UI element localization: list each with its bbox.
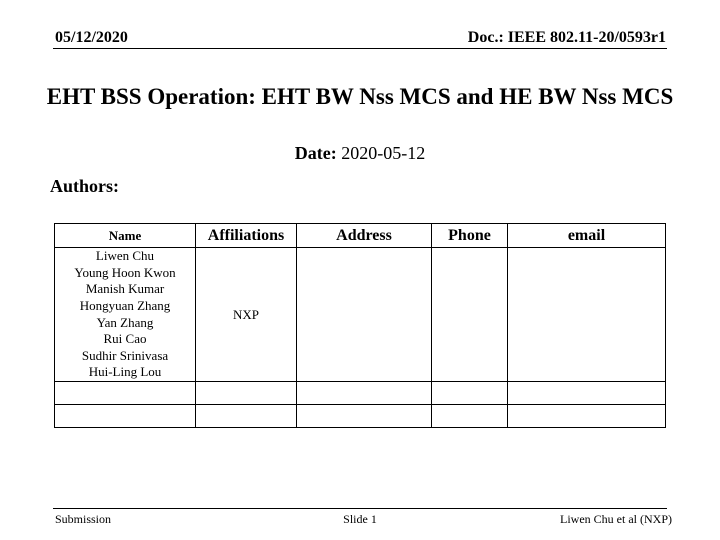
header-divider bbox=[53, 48, 667, 49]
empty-cell bbox=[196, 405, 297, 428]
table-row bbox=[55, 405, 666, 428]
affiliation-cell: NXP bbox=[196, 248, 297, 382]
header-doc-id: Doc.: IEEE 802.11-20/0593r1 bbox=[467, 29, 666, 46]
footer-submission: Submission bbox=[55, 512, 112, 526]
empty-cell bbox=[55, 405, 196, 428]
author-name: Yan Zhang bbox=[96, 314, 154, 330]
author-name: Hui-Ling Lou bbox=[88, 364, 162, 380]
authors-table bbox=[54, 223, 666, 428]
author-name: Hongyuan Zhang bbox=[79, 297, 171, 313]
table-header-row bbox=[55, 224, 666, 248]
author-name: Manish Kumar bbox=[85, 281, 165, 297]
author-names-cell bbox=[55, 248, 196, 382]
date-line bbox=[0, 143, 720, 164]
author-name: Liwen Chu bbox=[95, 248, 155, 264]
date-label: Date: bbox=[294, 143, 337, 163]
footer-divider bbox=[53, 508, 667, 509]
slide-title: EHT BSS Operation: EHT BW Nss MCS and HE BW Nss MCS bbox=[46, 84, 674, 109]
phone-cell bbox=[432, 248, 508, 382]
empty-cell bbox=[196, 382, 297, 405]
column-header-affiliations: Affiliations bbox=[196, 224, 297, 248]
table-row bbox=[55, 248, 666, 382]
empty-cell bbox=[297, 405, 432, 428]
empty-cell bbox=[508, 405, 666, 428]
empty-cell bbox=[432, 382, 508, 405]
date-value: 2020-05-12 bbox=[341, 143, 426, 163]
empty-cell bbox=[432, 405, 508, 428]
author-name: Rui Cao bbox=[103, 331, 147, 347]
empty-cell bbox=[508, 382, 666, 405]
column-header-email: email bbox=[508, 224, 666, 248]
email-cell bbox=[508, 248, 666, 382]
column-header-name: Name bbox=[55, 224, 196, 248]
empty-cell bbox=[297, 382, 432, 405]
address-cell bbox=[297, 248, 432, 382]
table-row bbox=[55, 382, 666, 405]
author-name: Young Hoon Kwon bbox=[74, 264, 176, 280]
author-name: Sudhir Srinivasa bbox=[81, 347, 169, 363]
column-header-phone: Phone bbox=[432, 224, 508, 248]
header-date: 05/12/2020 bbox=[55, 29, 128, 46]
column-header-address: Address bbox=[297, 224, 432, 248]
footer-slide-number: Slide 1 bbox=[343, 512, 377, 526]
empty-cell bbox=[55, 382, 196, 405]
footer-authors: Liwen Chu et al (NXP) bbox=[560, 512, 672, 526]
authors-heading: Authors: bbox=[50, 176, 120, 196]
